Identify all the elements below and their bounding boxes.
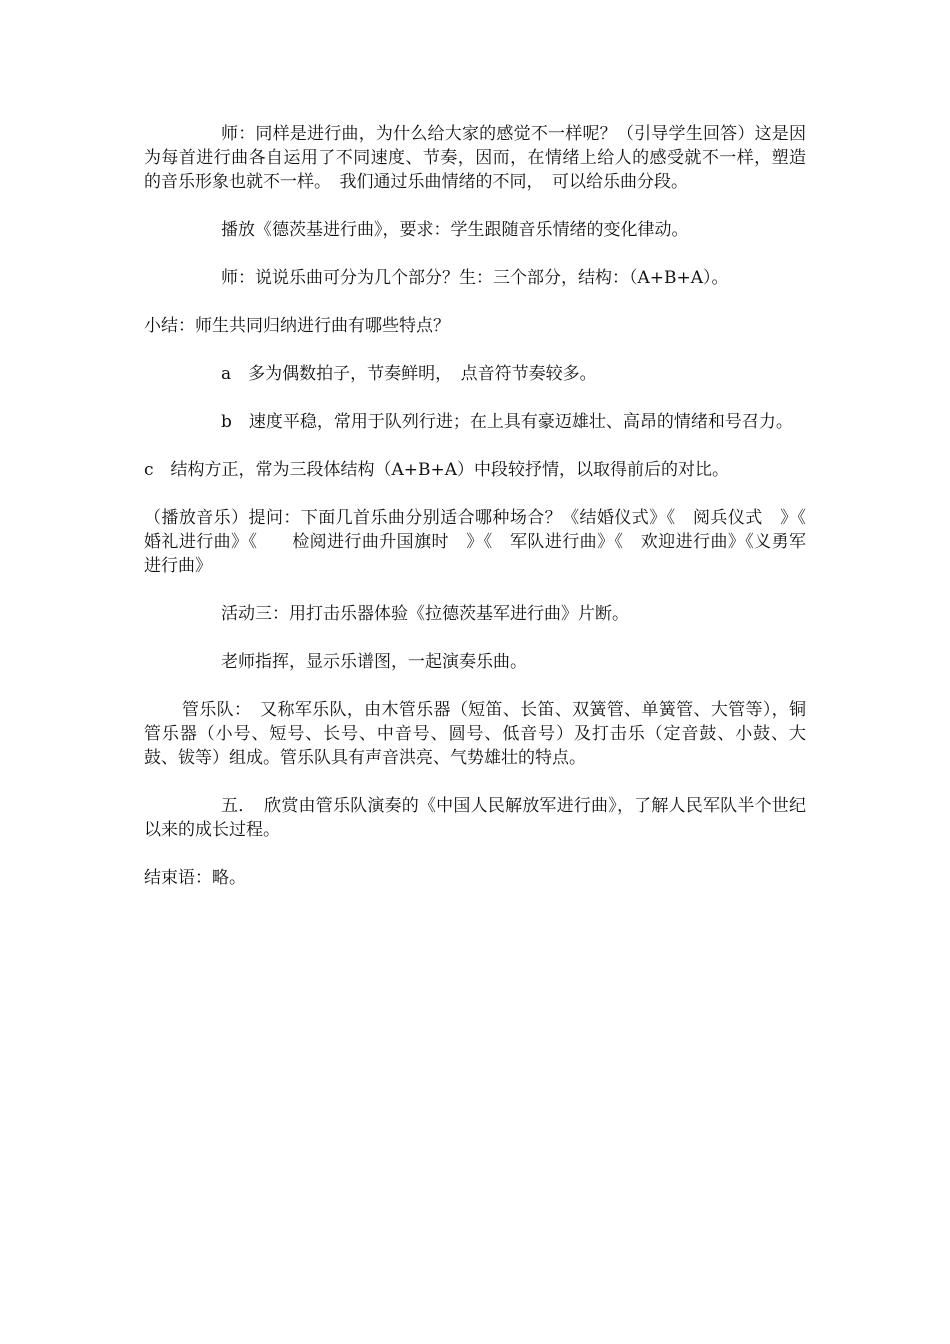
- paragraph-band: 管乐队： 又称军乐队，由木管乐器（短笛、长笛、双簧管、单簧管、大管等），铜管乐器（小号、短号、长号、中音号、圆号、低音号）及打击乐（定音鼓、小鼓、大鼓、钹等）组成。管乐队具有声音洪亮、气势雄壮的特点。: [144, 700, 806, 768]
- paragraph-teacher-question: 师：同样是进行曲，为什么给大家的感觉不一样呢？（引导学生回答）这是因为每首进行曲各自运用了不同速度、节奏，因而，在情绪上给人的感受就不一样，塑造的音乐形象也就不一样。 我们通过乐曲情绪的不同， 可以给乐曲分段。: [144, 124, 806, 192]
- paragraph-play-music: 播放《德茨基进行曲》，要求：学生跟随音乐情绪的变化律动。: [221, 220, 689, 240]
- paragraph-summary: 小结：师生共同归纳进行曲有哪些特点？: [144, 316, 450, 336]
- document-page: [144, 122, 823, 914]
- paragraph-section-five: 五． 欣赏由管乐队演奏的《中国人民解放军进行曲》，了解人民军队半个世纪以来的成长过程。: [144, 796, 806, 840]
- paragraph-closing: 结束语：略。: [144, 868, 246, 888]
- paragraph-activity-three: 活动三：用打击乐器体验《拉德茨基军进行曲》片断。: [221, 604, 629, 624]
- paragraph-feature-b: b 速度平稳，常用于队列行进；在上具有豪迈雄壮、高昂的情绪和号召力。: [221, 412, 793, 432]
- paragraph-feature-c: c 结构方正，常为三段体结构（A+B+A）中段较抒情，以取得前后的对比。: [144, 460, 730, 480]
- paragraph-occasion-question: （播放音乐）提问：下面几首乐曲分别适合哪种场合？《结婚仪式》《 阅兵仪式 》《 婚礼进行曲》《 检阅进行曲升国旗时 》《 军队进行曲》《 欢迎进行曲》《义勇军进行曲》: [144, 508, 823, 576]
- paragraph-feature-a: a 多为偶数拍子，节奏鲜明， 点音符节奏较多。: [221, 364, 597, 384]
- paragraph-structure: 师：说说乐曲可分为几个部分？生：三个部分，结构：（A+B+A）。: [221, 268, 729, 288]
- paragraph-conduct: 老师指挥，显示乐谱图，一起演奏乐曲。: [221, 652, 527, 672]
